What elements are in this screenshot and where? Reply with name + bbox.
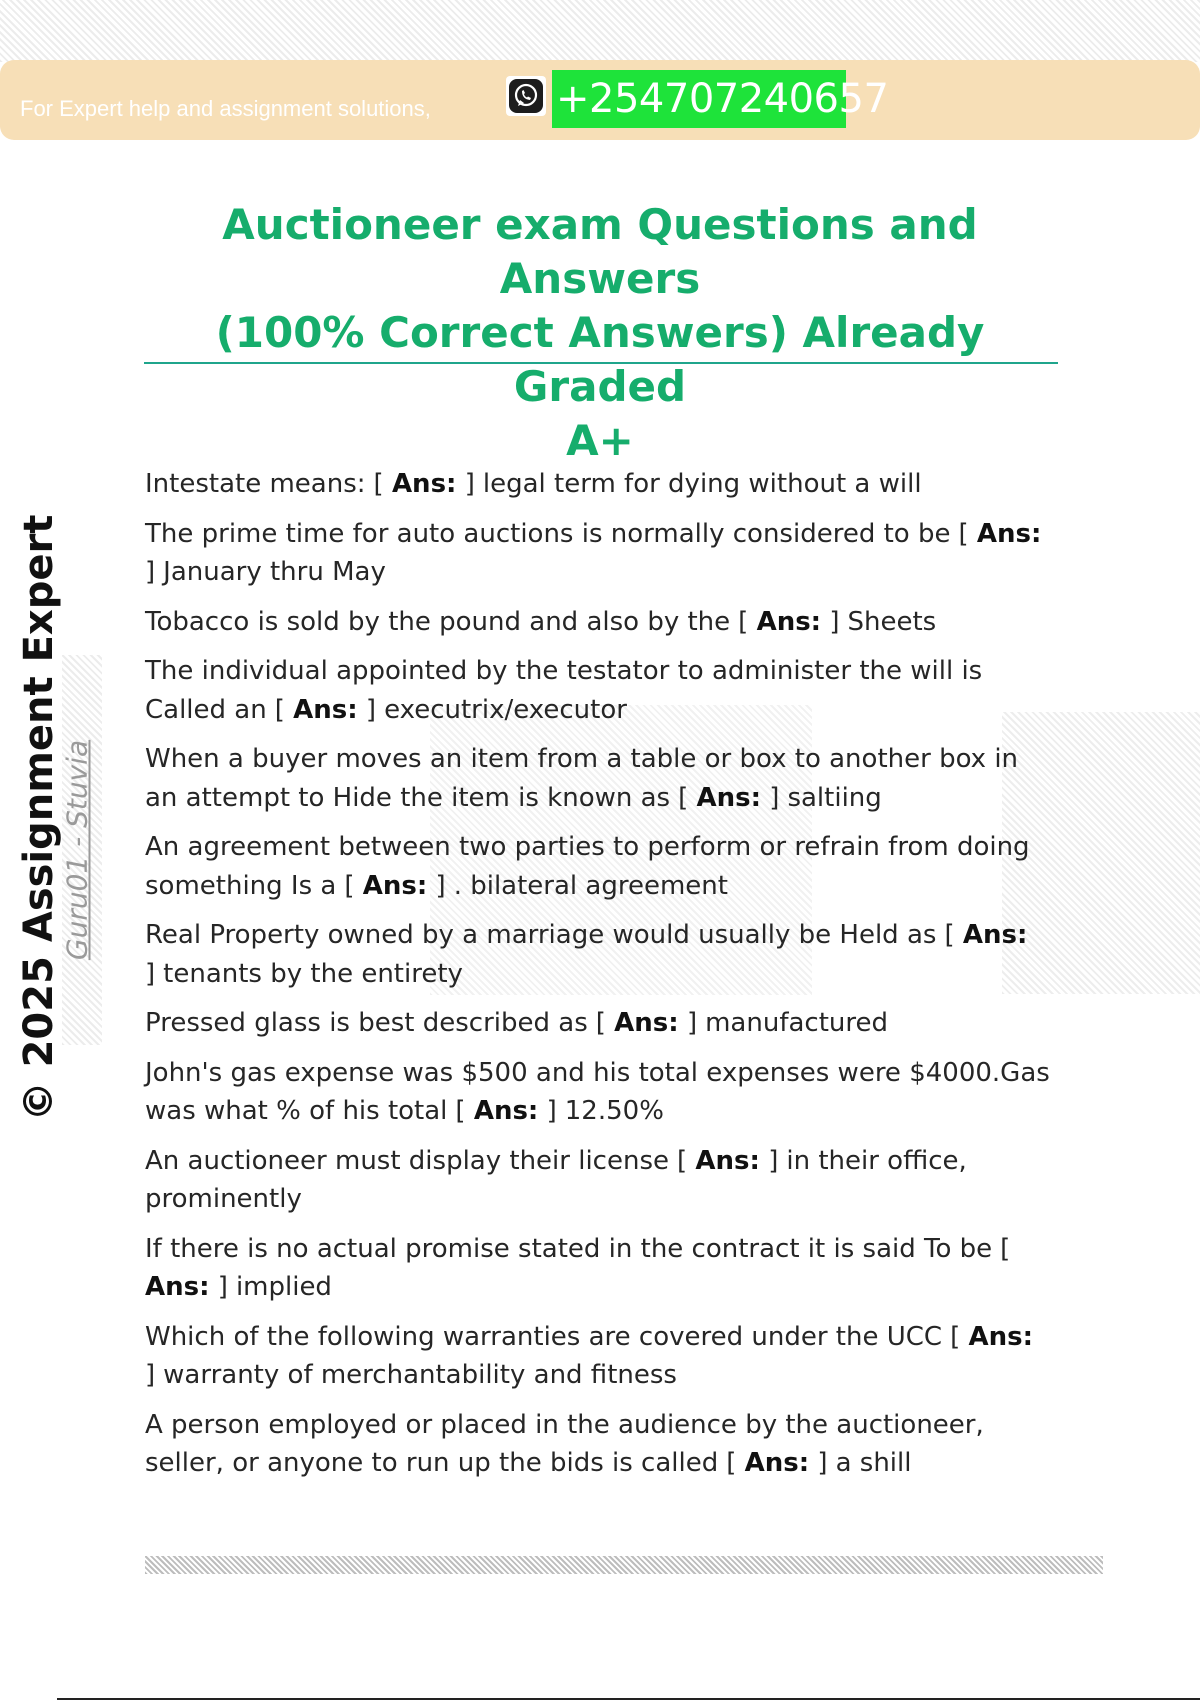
qa-item: If there is no actual promise stated in the contract it is said To be [ Ans: ] implied <box>145 1233 1011 1302</box>
top-hatch-pattern <box>0 0 1200 62</box>
answer-label: Ans: <box>968 1321 1034 1352</box>
banner-text: For Expert help and assignment solutions, <box>20 96 431 121</box>
question-text: An auctioneer must display their license <box>145 1145 669 1176</box>
question-text: Real Property owned by a marriage would usually be Held as <box>145 920 937 950</box>
answer-text: saltiing <box>787 782 882 813</box>
answer-text: a shill <box>835 1448 912 1478</box>
qa-item: An auctioneer must display their license [ Ans: ] in their office, prominently <box>145 1145 967 1214</box>
question-text: Pressed glass is best described as <box>145 1008 588 1038</box>
qa-list <box>145 465 1055 1494</box>
title-line-3: A+ <box>566 416 634 465</box>
qa-item: The individual appointed by the testator to administer the will is Called an [ Ans: ] executrix/executor <box>145 656 983 725</box>
answer-text: implied <box>235 1272 332 1302</box>
qa-item: A person employed or placed in the audience by the auctioneer, seller, or anyone to run up the bids is called [ Ans: ] a shill <box>145 1409 984 1478</box>
question-text: Which of the following warranties are covered under the UCC <box>145 1321 943 1352</box>
phone-number[interactable]: +254707240657 <box>556 76 889 122</box>
answer-label: Ans: <box>976 518 1042 549</box>
answer-label: Ans: <box>756 606 822 637</box>
title-underline <box>144 362 1058 364</box>
answer-text: 12.50% <box>564 1096 664 1126</box>
question-text: A person employed or placed in the audience by the auctioneer, seller, or anyone to run up the bids is called <box>145 1409 984 1478</box>
page-title <box>140 198 1060 468</box>
qa-item: Real Property owned by a marriage would usually be Held as [ Ans: ] tenants by the entirety <box>145 920 1028 989</box>
answer-label: Ans: <box>695 1145 760 1176</box>
answer-label: Ans: <box>362 870 428 901</box>
copyright-brand: © 2025 Assignment Expert <box>16 514 62 1122</box>
answer-text: in their office, prominently <box>145 1145 967 1214</box>
answer-text: legal term for dying without a will <box>482 469 922 499</box>
bottom-hatch-divider <box>145 1556 1103 1574</box>
qa-item: Intestate means: [ Ans: ] legal term for dying without a will <box>145 469 922 499</box>
watermark-text: Guru01 - Stuvia <box>60 739 94 961</box>
question-text: Tobacco is sold by the pound and also by the <box>145 606 731 637</box>
question-text: When a buyer moves an item from a table or box to another box in an attempt to Hide the item is known as <box>145 744 1019 813</box>
question-text: Intestate means: <box>145 469 366 499</box>
question-text: If there is no actual promise stated in the contract it is said To be <box>145 1233 993 1264</box>
qa-item: Tobacco is sold by the pound and also by the [ Ans: ] Sheets <box>145 606 937 637</box>
answer-label: Ans: <box>696 782 762 813</box>
answer-label: Ans: <box>145 1272 210 1302</box>
title-line-2: (100% Correct Answers) Already Graded <box>215 308 985 411</box>
answer-label: Ans: <box>293 694 358 725</box>
qa-item: An agreement between two parties to perform or refrain from doing something Is a [ Ans: ] . bilateral agreement <box>145 832 1030 901</box>
question-text: The individual appointed by the testator to administer the will is Called an <box>145 656 983 725</box>
question-text: The prime time for auto auctions is normally considered to be <box>145 518 951 549</box>
answer-text: tenants by the entirety <box>163 958 463 989</box>
answer-text: executrix/executor <box>384 694 627 725</box>
title-line-1: Auctioneer exam Questions and Answers <box>222 200 978 303</box>
question-text: An agreement between two parties to perform or refrain from doing something Is a <box>145 832 1030 901</box>
answer-label: Ans: <box>391 469 457 499</box>
answer-text: warranty of merchantability and fitness <box>163 1360 677 1390</box>
answer-text: January thru May <box>163 557 386 587</box>
qa-item: Pressed glass is best described as [ Ans: ] manufactured <box>145 1008 888 1038</box>
question-text: John's gas expense was $500 and his total expenses were $4000.Gas was what % of his total <box>145 1057 1050 1126</box>
answer-text: . bilateral agreement <box>453 870 728 901</box>
answer-label: Ans: <box>962 920 1028 950</box>
answer-label: Ans: <box>614 1008 679 1038</box>
whatsapp-icon[interactable] <box>506 76 546 116</box>
answer-label: Ans: <box>744 1448 810 1478</box>
answer-text: manufactured <box>705 1008 888 1038</box>
answer-label: Ans: <box>473 1096 539 1126</box>
qa-item: The prime time for auto auctions is normally considered to be [ Ans: ] January thru May <box>145 518 1042 587</box>
qa-item: Which of the following warranties are covered under the UCC [ Ans: ] warranty of merchantability and fitness <box>145 1321 1034 1390</box>
answer-text: Sheets <box>847 606 937 637</box>
qa-item: John's gas expense was $500 and his total expenses were $4000.Gas was what % of his total [ Ans: ] 12.50% <box>145 1057 1050 1126</box>
qa-item: When a buyer moves an item from a table or box to another box in an attempt to Hide the item is known as [ Ans: ] saltiing <box>145 744 1019 813</box>
